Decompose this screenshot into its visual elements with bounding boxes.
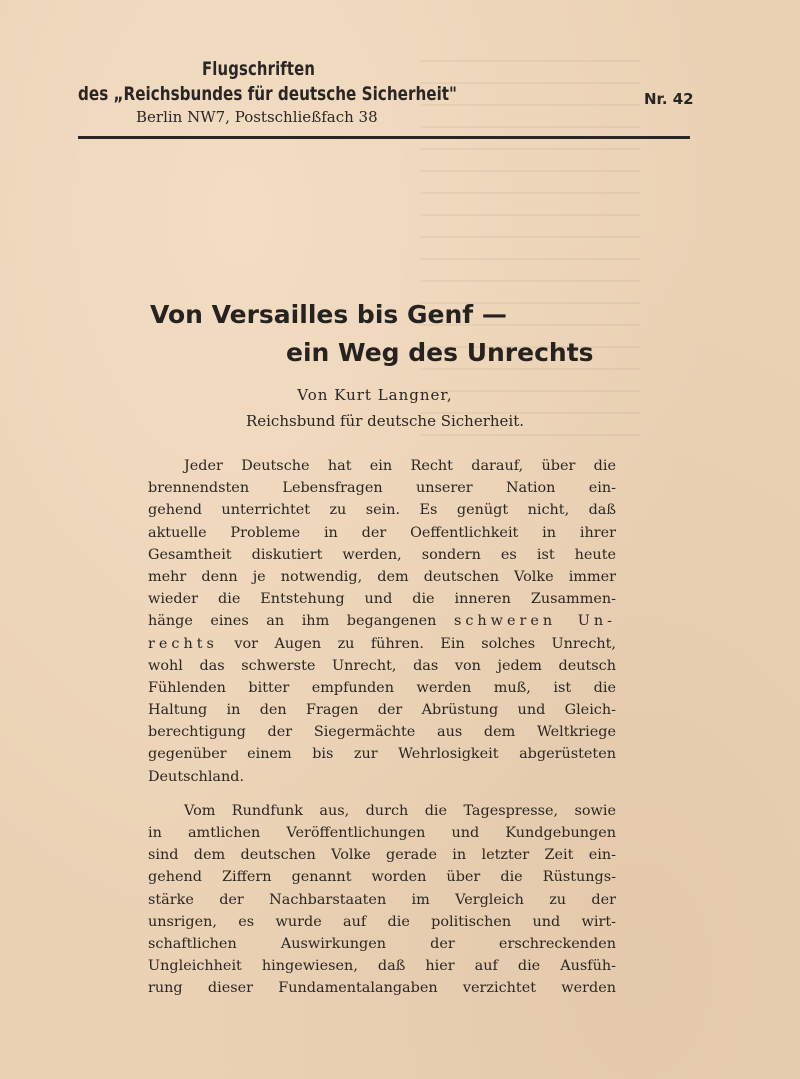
- author-byline: Von Kurt Langner,: [297, 386, 453, 404]
- body-line: wohl das schwerste Unrecht, das von jedem deutsch: [148, 657, 616, 674]
- body-line: Ungleichheit hingewiesen, daß hier auf die Ausfüh-: [148, 958, 616, 975]
- title-line-2: ein Weg des Unrechts: [286, 338, 594, 367]
- body-line-part: vor Augen zu führen. Ein solches Unrecht,: [234, 635, 617, 652]
- header-rule: [78, 136, 690, 139]
- body-line: rung dieser Fundamentalangaben verzichtet werden: [148, 980, 616, 997]
- body-line: Jeder Deutsche hat ein Recht darauf, über die: [184, 458, 616, 474]
- author-block: [150, 382, 616, 434]
- series-title: Flugschriften: [202, 58, 316, 80]
- body-line: Vom Rundfunk aus, durch die Tagespresse, sowie: [184, 802, 616, 819]
- author-organization: Reichsbund für deutsche Sicherheit.: [245, 412, 525, 430]
- page-title: [150, 296, 630, 372]
- body-line: [148, 610, 616, 632]
- body-line-part: hänge eines an ihm begangenen: [148, 613, 437, 630]
- publisher-name: des „Reichsbundes für deutsche Sicherheit": [78, 83, 457, 105]
- publisher-address: Berlin NW7, Postschließfach 38: [136, 108, 378, 126]
- body-line: brennendsten Lebensfragen unserer Nation ein-: [148, 480, 616, 497]
- body-line: Haltung in den Fragen der Abrüstung und Gleich-: [148, 702, 616, 719]
- paragraph-gap: [148, 788, 616, 800]
- body-line: Fühlenden bitter empfunden werden muß, ist die: [148, 679, 616, 696]
- body-line: gehend unterrichtet zu sein. Es genügt nicht, daß: [148, 502, 616, 519]
- body-line: mehr denn je notwendig, dem deutschen Volke immer: [148, 568, 616, 585]
- body-line: berechtigung der Siegermächte aus dem Weltkriege: [148, 724, 616, 741]
- emphasized-text: schweren Un-: [453, 613, 616, 630]
- title-line-1: Von Versailles bis Genf —: [150, 300, 507, 329]
- body-line: unsrigen, es wurde auf die politischen und wirt-: [148, 913, 616, 930]
- body-line: [148, 633, 616, 655]
- body-line: Deutschland.: [148, 768, 245, 785]
- article-body: [148, 455, 616, 1000]
- body-line: aktuelle Probleme in der Oeffentlichkeit in ihrer: [148, 524, 616, 541]
- body-line: gehend Ziffern genannt worden über die Rüstungs-: [148, 869, 616, 886]
- body-line: wieder die Entstehung und die inneren Zusammen-: [148, 591, 616, 608]
- body-line: stärke der Nachbarstaaten im Vergleich zu der: [148, 891, 616, 908]
- body-line: schaftlichen Auswirkungen der erschreckenden: [148, 935, 616, 952]
- body-line: Gesamtheit diskutiert werden, sondern es ist heute: [148, 546, 616, 563]
- emphasized-text: rechts: [148, 635, 218, 652]
- body-line: sind dem deutschen Volke gerade in letzter Zeit ein-: [148, 847, 616, 864]
- body-line: gegenüber einem bis zur Wehrlosigkeit abgerüsteten: [148, 746, 616, 763]
- body-line: in amtlichen Veröffentlichungen und Kundgebungen: [148, 825, 616, 841]
- issue-number: Nr. 42: [644, 90, 694, 108]
